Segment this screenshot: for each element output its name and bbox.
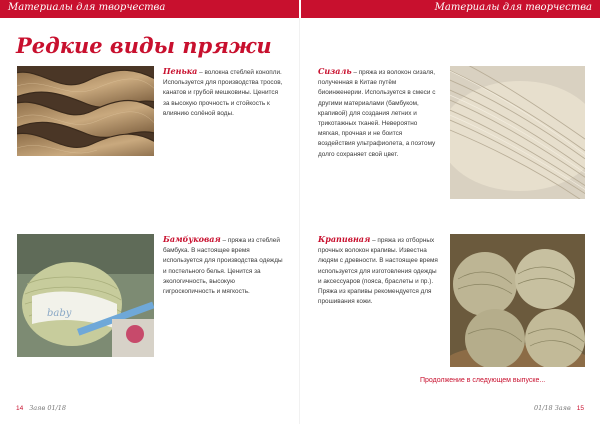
bamboo-description	[163, 234, 285, 297]
page-number-left: 14	[16, 405, 24, 412]
bamboo-term: Бамбуковая	[163, 234, 221, 244]
header-bar	[0, 0, 600, 18]
hemp-term: Пенька	[163, 66, 198, 76]
header-divider	[299, 0, 301, 18]
issue-right: 01/18 Заяв	[533, 404, 571, 412]
hemp-text: – волокна стеблей конопли. Используется для производства тросов, канатов и грубой мешковины. Ценится за высокую прочность и стойкость к влиянию солёной воды.	[163, 69, 283, 117]
sisal-text: – пряжа из волокон сизаля, полученная в Китае путём биоинженерии. Используется в смеси с другими материалами (бамбуком, крапивой) для создания летних и трикотажных тканей. Невероятно мягкая, прочная и не боится воздействия ультрафиолета, а поэтому долго сохраняет свой цвет.	[318, 69, 436, 158]
footer-right	[534, 404, 590, 412]
spread-fold	[299, 18, 300, 424]
hemp-description	[163, 66, 285, 119]
nettle-description	[318, 234, 440, 307]
nettle-term: Крапивная	[318, 234, 371, 244]
hemp-rope-photo	[17, 66, 154, 156]
header-title-right: Материалы для творчества	[434, 2, 592, 13]
bamboo-yarn-photo	[17, 234, 154, 357]
continuation-note: Продолжение в следующем выпуске...	[420, 377, 546, 384]
nettle-text: – пряжа из отборных прочных волокон крапивы. Известна людям с древности. В настоящее время используется для изготовления одежды и аксессуаров (пояса, браслеты и пр.). Пряжа из крапивы рекомендуется для прошивания кожи.	[318, 237, 438, 306]
svg-text:baby: baby	[47, 308, 72, 319]
page-number-right: 15	[576, 405, 584, 412]
sisal-skein-photo	[450, 66, 585, 199]
header-title-left: Материалы для творчества	[8, 2, 166, 13]
sisal-term: Сизаль	[318, 66, 352, 76]
nettle-yarn-photo	[450, 234, 585, 367]
footer-left	[10, 404, 66, 412]
sisal-description	[318, 66, 440, 160]
bamboo-text: – пряжа из стеблей бамбука. В настоящее время используется для производства одежды и постельного белья. Ценится за экологичность, высокую гигроскопичность и мягкость.	[163, 237, 283, 296]
issue-left: Заяв 01/18	[29, 404, 67, 412]
page-title: Редкие виды пряжи	[16, 33, 272, 58]
